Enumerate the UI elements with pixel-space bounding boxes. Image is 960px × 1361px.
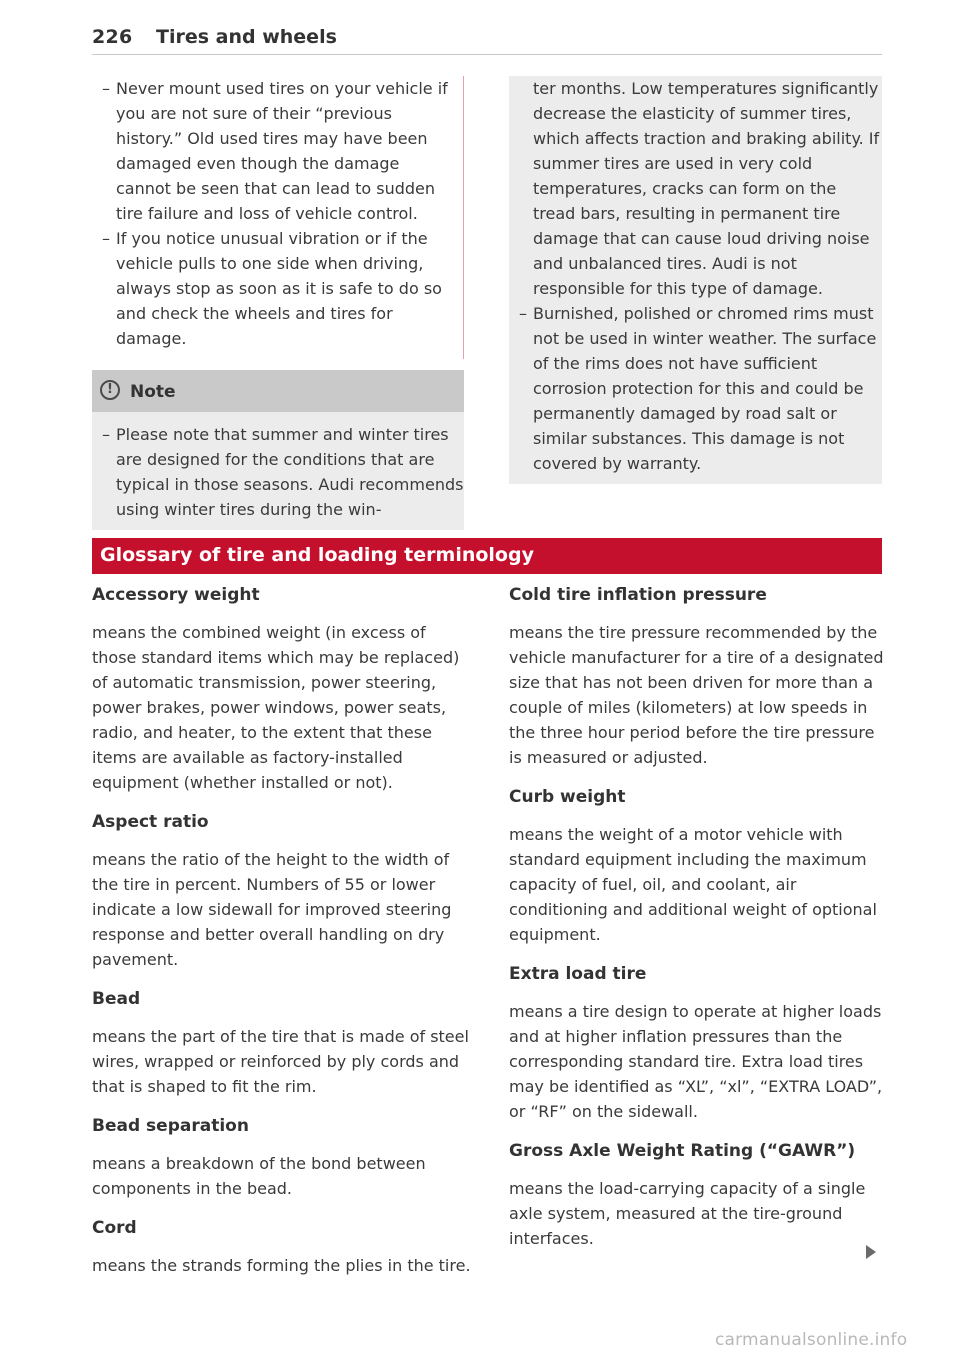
glossary-term: Cord: [92, 1218, 137, 1238]
glossary-entry: [509, 784, 889, 947]
warning-box: [92, 76, 464, 359]
note-continued-text: ter months. Low temperatures significantly decrease the elasticity of summer tires, which affects traction and braking ability. If summer tires are used in very cold temperatures, cracks can form on the tread bars, resulting in permanent tire damage that can cause loud driving noise and unbalanced tires. Audi is not responsible for this type of damage.: [533, 79, 880, 298]
watermark: carmanualsonline.info: [715, 1330, 908, 1350]
glossary-term: Gross Axle Weight Rating (“GAWR”): [509, 1141, 856, 1161]
glossary-left-column: [92, 582, 472, 1278]
glossary-term: Cold tire inflation pressure: [509, 585, 767, 605]
glossary-entry: [509, 961, 889, 1124]
warning-item: – If you notice unusual vibration or if the vehicle pulls to one side when driving, always stop as soon as it is safe to do so and check the wheels and tires for damage.: [102, 229, 442, 348]
glossary-term: Accessory weight: [92, 585, 260, 605]
glossary-entry: [92, 1113, 472, 1201]
glossary-term: Extra load tire: [509, 964, 647, 984]
note-box: [92, 370, 464, 530]
glossary-title: Glossary of tire and loading terminology: [100, 544, 534, 566]
glossary-term: Aspect ratio: [92, 812, 209, 832]
glossary-definition: means a breakdown of the bond between components in the bead.: [92, 1154, 426, 1198]
glossary-entry: [509, 1138, 889, 1251]
glossary-entry: [92, 1215, 472, 1278]
note-header: [92, 370, 464, 412]
glossary-term: Bead: [92, 989, 141, 1009]
glossary-definition: means the strands forming the plies in the tire.: [92, 1256, 471, 1275]
glossary-definition: means the tire pressure recommended by the vehicle manufacturer for a tire of a designated size that has not been driven for more than a couple of miles (kilometers) at low speeds in the three hour period before the tire pressure is measured or adjusted.: [509, 623, 884, 767]
note-item: – Burnished, polished or chromed rims must not be used in winter weather. The surface of the rims does not have sufficient corrosion protection for this and could be permanently damaged by road salt or similar substances. This damage is not covered by warranty.: [519, 304, 877, 473]
glossary-entry: [92, 582, 472, 795]
note-item: – Please note that summer and winter tires are designed for the conditions that are typical in those seasons. Audi recommends using winter tires during the win-: [102, 425, 464, 519]
glossary-entry: [509, 582, 889, 770]
glossary-right-column: [509, 582, 889, 1251]
note-label: Note: [130, 382, 176, 402]
glossary-definition: means a tire design to operate at higher loads and at higher inflation pressures than the corresponding standard tire. Extra load tires may be identified as “XL”, “xl”, “EXTRA LOAD”, or “RF” on the sidewall.: [509, 1002, 883, 1121]
warning-item: – Never mount used tires on your vehicle if you are not sure of their “previous history.” Old used tires may have been damaged even though the damage cannot be seen that can lead to sudden tire failure and loss of vehicle control.: [102, 79, 448, 223]
page-header: [92, 22, 882, 55]
glossary-definition: means the weight of a motor vehicle with standard equipment including the maximum capacity of fuel, oil, and coolant, air conditioning and additional weight of optional equipment.: [509, 825, 877, 944]
glossary-term: Curb weight: [509, 787, 626, 807]
glossary-banner: [92, 538, 882, 574]
glossary-definition: means the load-carrying capacity of a single axle system, measured at the tire-ground interfaces.: [509, 1179, 866, 1248]
page-number: 226: [92, 26, 133, 48]
note-continued-box: [509, 76, 882, 484]
exclamation-circle-icon: !: [100, 380, 120, 400]
glossary-definition: means the ratio of the height to the width of the tire in percent. Numbers of 55 or lower indicate a low sidewall for improved steering response and better overall handling on dry pavement.: [92, 850, 452, 969]
section-title: Tires and wheels: [156, 26, 337, 48]
glossary-entry: [92, 986, 472, 1099]
glossary-entry: [92, 809, 472, 972]
glossary-definition: means the part of the tire that is made of steel wires, wrapped or reinforced by ply cords and that is shaped to fit the rim.: [92, 1027, 469, 1096]
glossary-definition: means the combined weight (in excess of those standard items which may be replaced) of automatic transmission, power steering, power brakes, power windows, power seats, radio, and heater, to the extent that these items are available as factory-installed equipment (whether installed or not).: [92, 623, 460, 792]
triangle-right-icon: [866, 1245, 876, 1259]
glossary-term: Bead separation: [92, 1116, 249, 1136]
